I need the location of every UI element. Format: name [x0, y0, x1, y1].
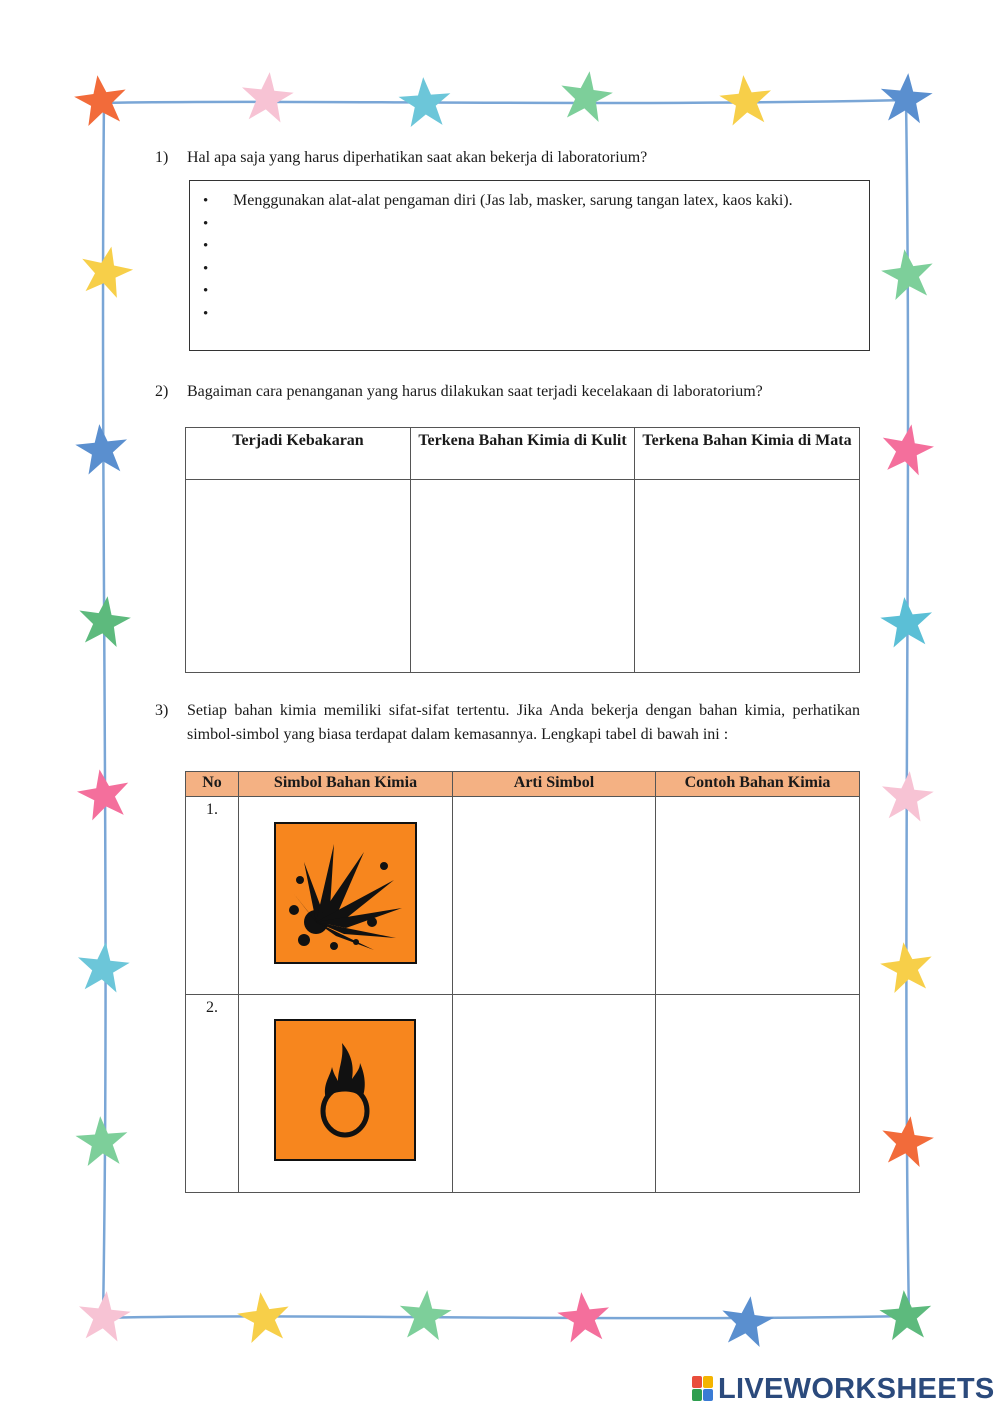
header-meaning: Arti Simbol	[453, 772, 656, 797]
header-no: No	[186, 772, 239, 797]
answer-cell[interactable]	[635, 480, 860, 673]
symbol-cell	[239, 797, 453, 995]
answer-cell[interactable]	[656, 995, 860, 1193]
answer-bullet[interactable]	[190, 303, 869, 326]
question-2	[155, 380, 875, 404]
answer-bullet[interactable]	[190, 235, 869, 258]
answer-cell[interactable]	[186, 480, 411, 673]
answer-cell[interactable]	[453, 797, 656, 995]
question-number: 1)	[155, 149, 169, 166]
liveworksheets-logo	[692, 1372, 995, 1406]
symbol-cell	[239, 995, 453, 1193]
answer-cell[interactable]	[656, 797, 860, 995]
header-fire: Terjadi Kebakaran	[186, 428, 411, 480]
question-1	[155, 146, 875, 170]
liveworksheets-icon	[692, 1376, 714, 1402]
question-text: Setiap bahan kimia memiliki sifat-sifat tertentu. Jika Anda bekerja dengan bahan kimia, perhatikan simbol-simbol yang biasa terdapat dalam kemasannya. Lengkapi tabel di bawah ini :	[187, 702, 860, 743]
header-eye: Terkena Bahan Kimia di Mata	[635, 428, 860, 480]
answer-cell[interactable]	[453, 995, 656, 1193]
question-text: Bagaiman cara penanganan yang harus dilakukan saat terjadi kecelakaan di laboratorium?	[187, 383, 763, 400]
header-symbol: Simbol Bahan Kimia	[239, 772, 453, 797]
answer-box	[189, 180, 870, 351]
answer-bullet[interactable]	[190, 280, 869, 303]
oxidizing-hazard-icon	[274, 1019, 416, 1161]
question-3	[155, 699, 860, 769]
bullet-list	[190, 190, 869, 325]
accident-handling-table	[185, 427, 860, 673]
header-example: Contoh Bahan Kimia	[656, 772, 860, 797]
table-row	[186, 480, 860, 673]
table-header-row	[186, 772, 860, 797]
table-row	[186, 797, 860, 995]
answer-bullet[interactable]: • Menggunakan alat-alat pengaman diri (Jas lab, masker, sarung tangan latex, kaos kaki).	[190, 190, 869, 213]
explosive-hazard-icon	[274, 822, 417, 964]
answer-cell[interactable]	[411, 480, 635, 673]
row-number: 1.	[186, 797, 239, 995]
header-skin: Terkena Bahan Kimia di Kulit	[411, 428, 635, 480]
question-text: Hal apa saja yang harus diperhatikan saat akan bekerja di laboratorium?	[187, 149, 648, 166]
question-number: 3)	[155, 702, 169, 719]
answer-bullet[interactable]	[190, 213, 869, 236]
brand-text: LIVEWORKSHEETS	[718, 1372, 995, 1405]
row-number: 2.	[186, 995, 239, 1193]
chemical-symbol-table	[185, 771, 860, 1193]
question-number: 2)	[155, 383, 169, 400]
table-header-row	[186, 428, 860, 480]
answer-bullet[interactable]	[190, 258, 869, 281]
table-row	[186, 995, 860, 1193]
